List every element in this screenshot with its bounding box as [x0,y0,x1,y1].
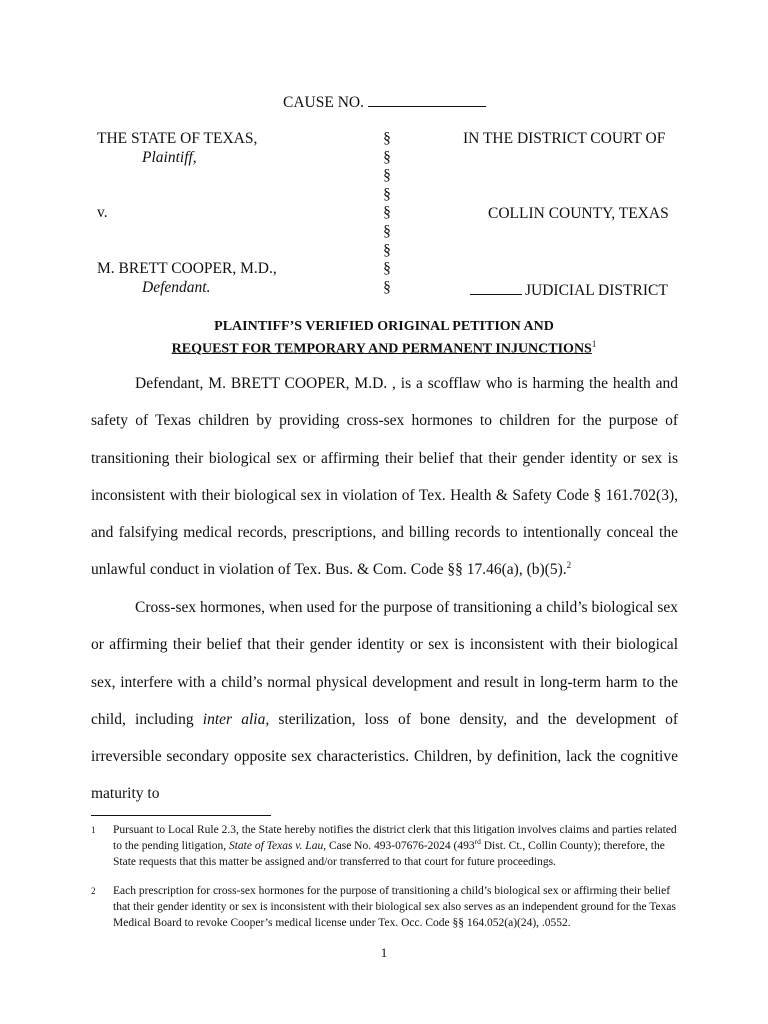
footnote-1-case-name: State of Texas v. Lau [228,840,324,852]
footnote-1-text-a: Pursuant to Local Rule 2.3, the State hereby notifies the district clerk that this litigation involves claims and parties related to the pending litigation, [113,824,677,852]
footnote-1-number: 1 [91,825,96,835]
defendant-name: M. BRETT COOPER, M.D., [97,260,277,278]
court-line-2: COLLIN COUNTY, TEXAS [488,205,669,222]
plaintiff-name: THE STATE OF TEXAS, [97,130,258,147]
title-line-2: REQUEST FOR TEMPORARY AND PERMANENT INJUNCTIONS [171,341,592,357]
section-marks-column: § § § § § § § § § [383,130,391,296]
footnote-2-number: 2 [91,886,96,896]
title-footnote-ref: 1 [591,338,597,349]
paragraph-1-text: Defendant, M. BRETT COOPER, M.D. , is a scofflaw who is harming the health and safety of Texas children by providing cross-sex hormones to children for the purpose of transitioning their biological sex or affirming their belief that their gender identity or sex is inconsistent with their biological sex in violation of Tex. Health & Safety Code § 161.702(3), and falsifying medical records, prescriptions, and billing records to intentionally conceal the unlawful conduct in violation of Tex. Bus. & Com. Code §§ 17.46(a), (b)(5). [91,375,678,579]
body-paragraph-2 [91,589,678,813]
paragraph-2-text-a: Cross-sex hormones, when used for the purpose of transitioning a child’s biological sex or affirming their belief that their gender identity or sex is inconsistent with their biological sex, interfere with a child’s normal physical development and result in long-term harm to the child, including [91,599,678,728]
petition-title [0,318,768,358]
paragraph-2-italic: inter alia, [202,710,270,728]
judicial-district-label: JUDICIAL DISTRICT [525,282,668,299]
footnote-1-text-c: Dist. Ct., Collin County); therefore, the State requests that this matter be assigned and/or transferred to that court for future proceedings. [113,840,665,868]
paragraph-1-footnote-ref: 2 [566,560,572,571]
title-line-1: PLAINTIFF’S VERIFIED ORIGINAL PETITION AND [214,319,554,334]
plaintiff-role: Plaintiff, [142,148,197,166]
defendant-role: Defendant. [142,278,211,296]
footnote-1-text-b: , Case No. 493-07676-2024 (493 [323,840,475,852]
footnote-1 [91,822,678,870]
cause-number-blank [368,92,486,107]
page-number: 1 [380,945,388,960]
judicial-district-blank [470,280,522,295]
footnote-1-ordinal: rd [474,837,481,847]
footnote-2-text: Each prescription for cross-sex hormones for the purpose of transitioning a child’s biological sex or affirming their belief that their gender identity or sex is inconsistent with their biological sex also serves as an independent ground for the Texas Medical Board to revoke Cooper’s medical license under Tex. Occ. Code §§ 164.052(a)(24), .0552. [113,885,676,929]
party-caption [97,130,277,297]
cause-number-line [283,92,486,112]
court-line-1: IN THE DISTRICT COURT OF [463,130,666,147]
footnote-separator [91,815,271,816]
versus-label: v. [97,204,108,222]
footnote-2 [91,883,678,931]
body-paragraph-1 [91,365,678,589]
court-line-3 [470,280,668,300]
cause-number-label: CAUSE NO. [283,94,364,111]
paragraph-2-text-b: sterilization, loss of bone density, and the development of irreversible secondary opposite sex characteristics. Children, by definition, lack the cognitive maturity to [91,710,678,803]
